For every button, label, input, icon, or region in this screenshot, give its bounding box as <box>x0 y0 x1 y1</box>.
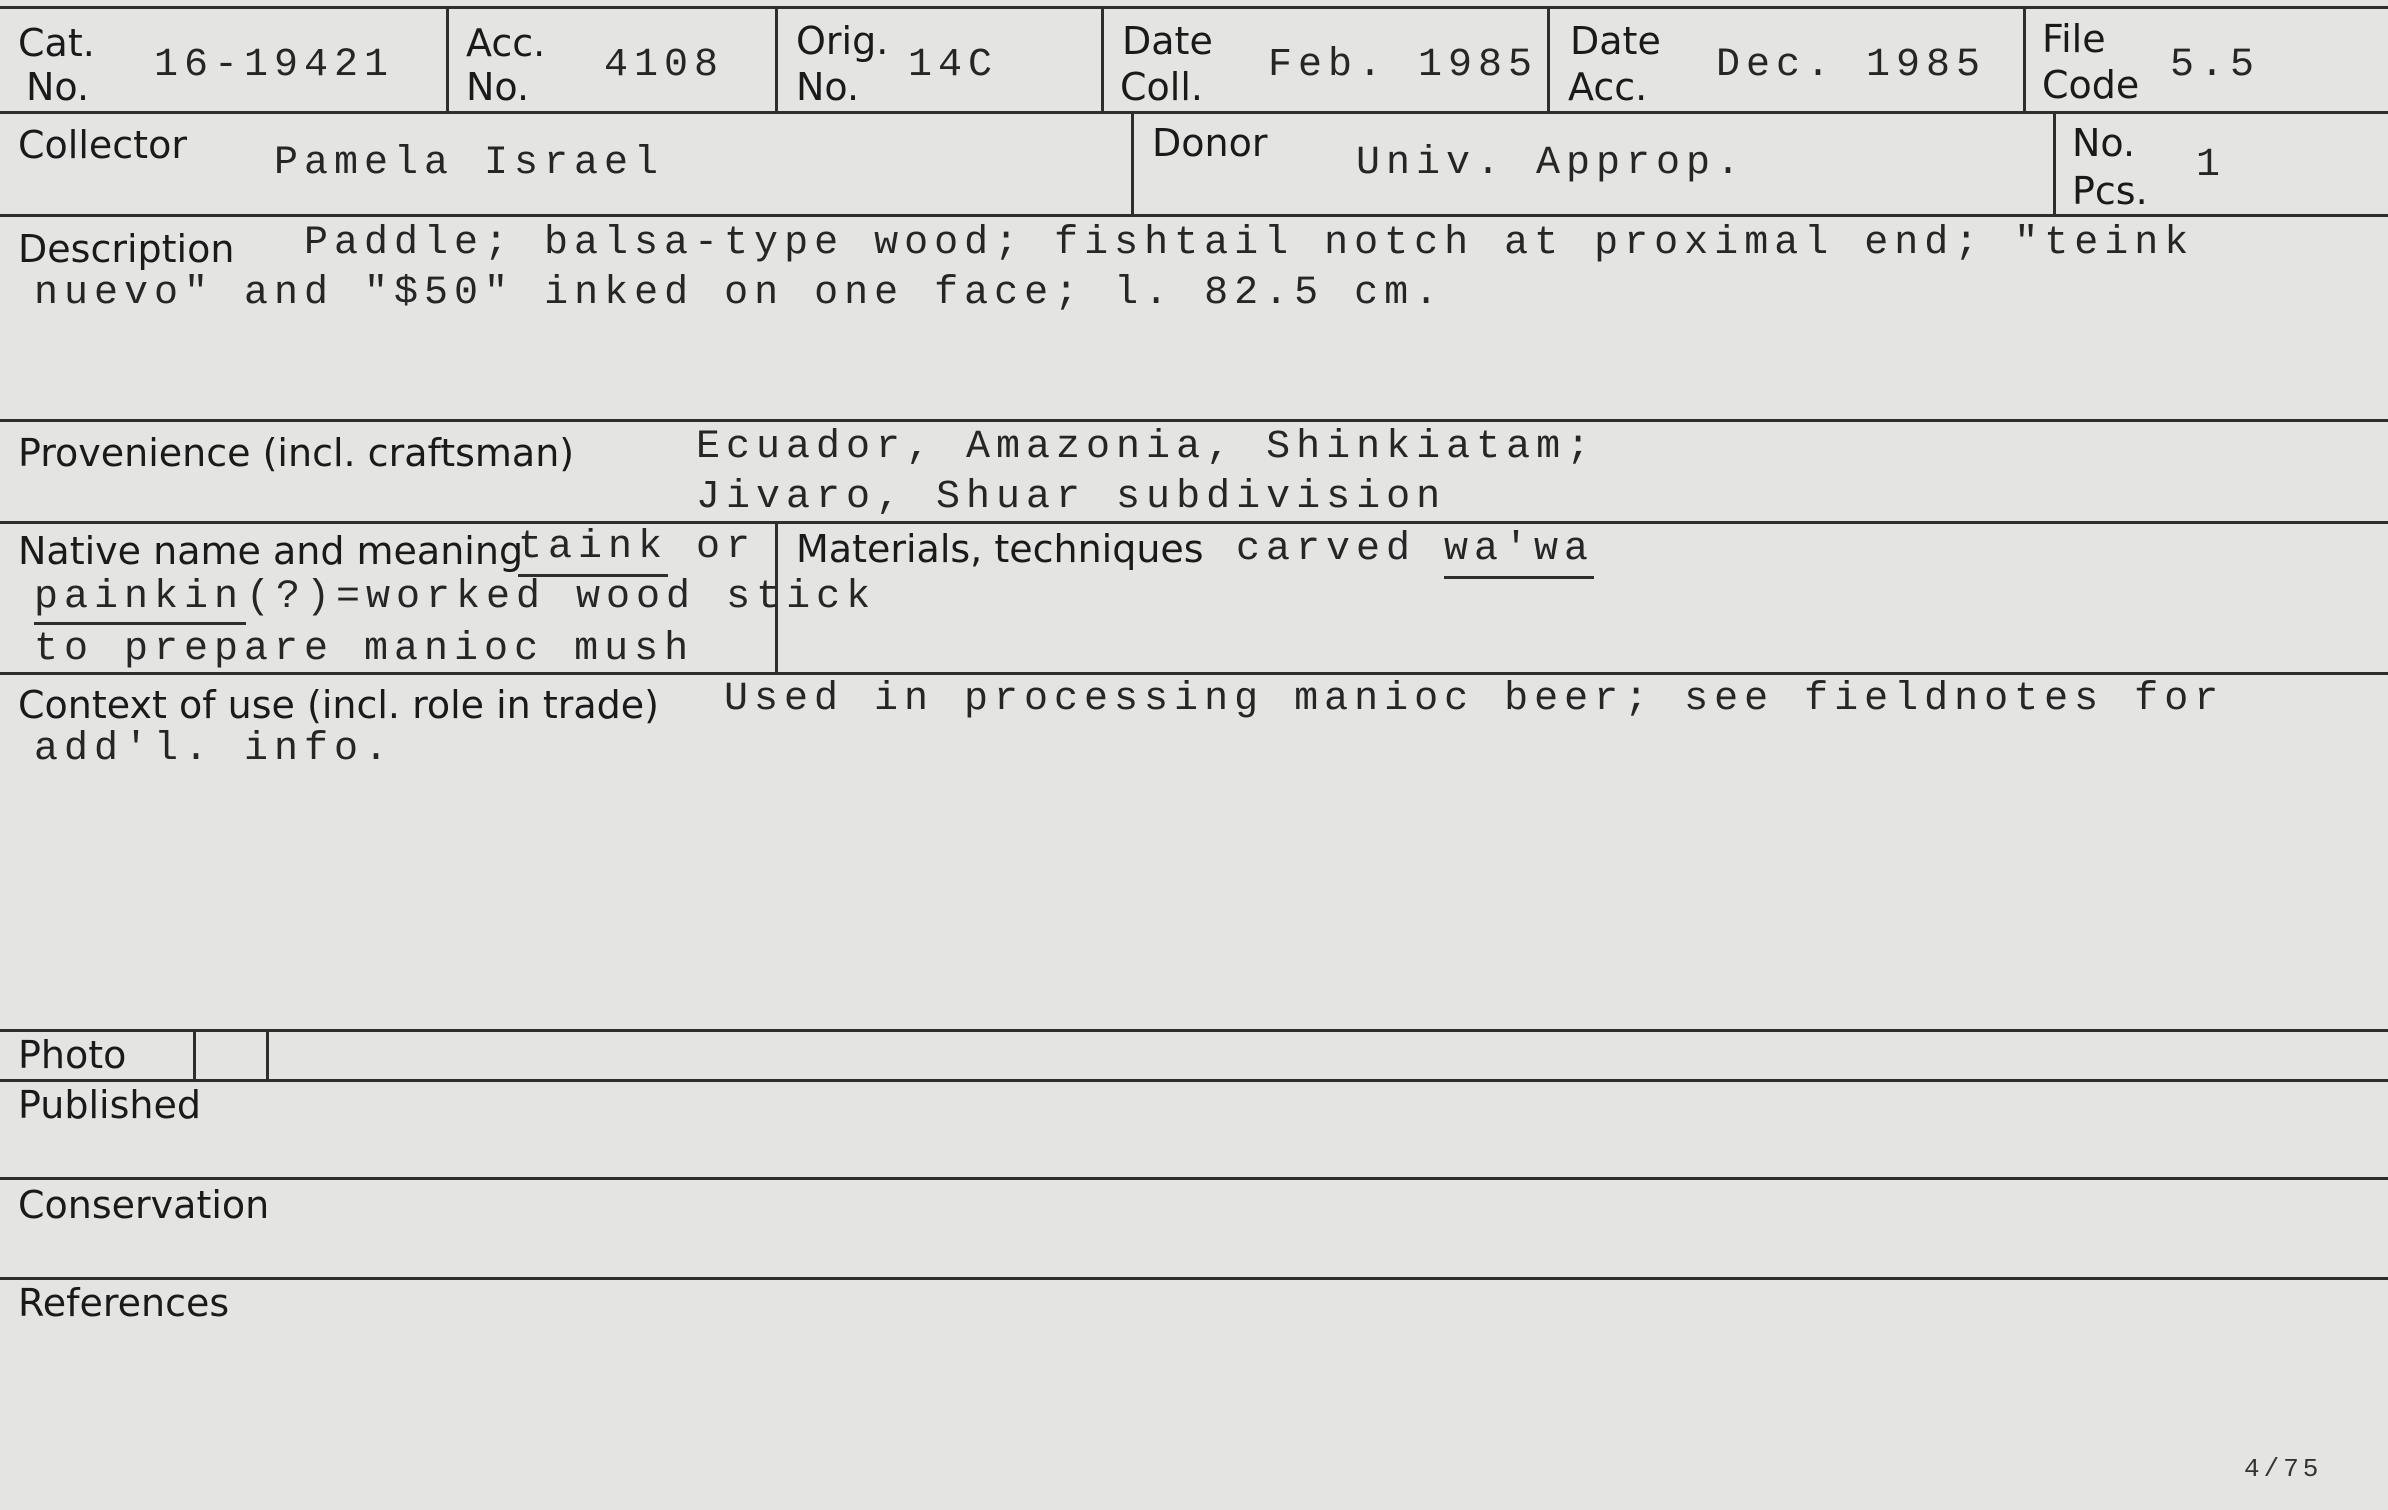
pieces-value: 1 <box>2196 143 2227 188</box>
rule-context-bottom <box>0 1029 2388 1032</box>
cat-no-label-1: Cat. <box>18 21 95 65</box>
orig-no-label-2: No. <box>796 65 860 109</box>
file-code-label-2: Code <box>2042 63 2140 107</box>
native-name-term-2-underline <box>34 622 246 625</box>
provenience-line-2: Jivaro, Shuar subdivision <box>696 475 1447 520</box>
donor-value: Univ. Approp. <box>1356 141 1747 186</box>
orig-no-value: 14C <box>908 43 999 88</box>
native-name-term-2: painkin <box>34 575 245 620</box>
rule-photo-bottom <box>0 1079 2388 1082</box>
acc-no-label-2: No. <box>466 65 530 109</box>
materials-term: wa'wa <box>1444 527 1595 572</box>
materials-prefix: carved <box>1236 527 1417 572</box>
native-name-connector: or <box>696 525 757 570</box>
pieces-label-2: Pcs. <box>2072 169 2148 213</box>
rule-v-header-4 <box>1547 6 1550 112</box>
description-line-1: Paddle; balsa-type wood; fishtail notch at proximal end; "teink <box>304 221 2195 266</box>
description-line-2: nuevo" and "$50" inked on one face; l. 82.5 cm. <box>34 271 1445 316</box>
rule-published-bottom <box>0 1177 2388 1180</box>
rule-v-photo-1 <box>193 1029 196 1080</box>
rule-collector-bottom <box>0 214 2388 217</box>
collector-label: Collector <box>18 123 187 167</box>
collector-value: Pamela Israel <box>274 141 665 186</box>
date-acc-value: Dec. 1985 <box>1716 43 1987 88</box>
references-label: References <box>18 1281 230 1325</box>
native-name-label: Native name and meaning <box>18 529 524 573</box>
date-coll-value: Feb. 1985 <box>1268 43 1539 88</box>
materials-label: Materials, techniques <box>796 527 1204 571</box>
rule-v-header-5 <box>2023 6 2026 112</box>
conservation-label: Conservation <box>18 1183 270 1227</box>
provenience-line-1: Ecuador, Amazonia, Shinkiatam; <box>696 425 1597 470</box>
acc-no-label-1: Acc. <box>466 21 546 65</box>
date-coll-label-1: Date <box>1122 19 1213 63</box>
rule-header-bottom <box>0 111 2388 114</box>
pieces-label-1: No. <box>2072 121 2136 165</box>
orig-no-label-1: Orig. <box>796 19 889 63</box>
rule-v-donor <box>1131 111 1134 215</box>
date-acc-label-2: Acc. <box>1568 65 1648 109</box>
cat-no-value: 16-19421 <box>154 43 395 88</box>
date-coll-label-2: Coll. <box>1120 65 1203 109</box>
context-line-1: Used in processing manioc beer; see fieldnotes for <box>724 677 2225 722</box>
native-name-line-2-rest: (?)=worked wood stick <box>246 575 877 620</box>
materials-term-underline <box>1444 576 1594 579</box>
provenience-label: Provenience (incl. craftsman) <box>18 431 575 475</box>
cat-no-label-2: No. <box>26 65 90 109</box>
description-label: Description <box>18 227 235 271</box>
native-name-term-1: taink <box>518 525 669 570</box>
context-label: Context of use (incl. role in trade) <box>18 683 659 727</box>
rule-description-bottom <box>0 419 2388 422</box>
rule-v-header-1 <box>446 6 449 112</box>
context-line-2: add'l. info. <box>34 727 395 772</box>
rule-v-header-3 <box>1101 6 1104 112</box>
rule-v-photo-2 <box>266 1029 269 1080</box>
published-label: Published <box>18 1083 201 1127</box>
rule-v-header-2 <box>775 6 778 112</box>
native-name-line-3: to prepare manioc mush <box>34 627 695 672</box>
donor-label: Donor <box>1152 121 1268 165</box>
rule-v-pieces <box>2053 111 2056 215</box>
rule-top <box>0 6 2388 9</box>
photo-label: Photo <box>18 1033 127 1077</box>
rule-conservation-bottom <box>0 1277 2388 1280</box>
acc-no-value: 4108 <box>604 43 725 88</box>
file-code-label-1: File <box>2042 17 2106 61</box>
form-number: 4/75 <box>2244 1454 2323 1484</box>
date-acc-label-1: Date <box>1570 19 1661 63</box>
file-code-value: 5.5 <box>2170 43 2261 88</box>
